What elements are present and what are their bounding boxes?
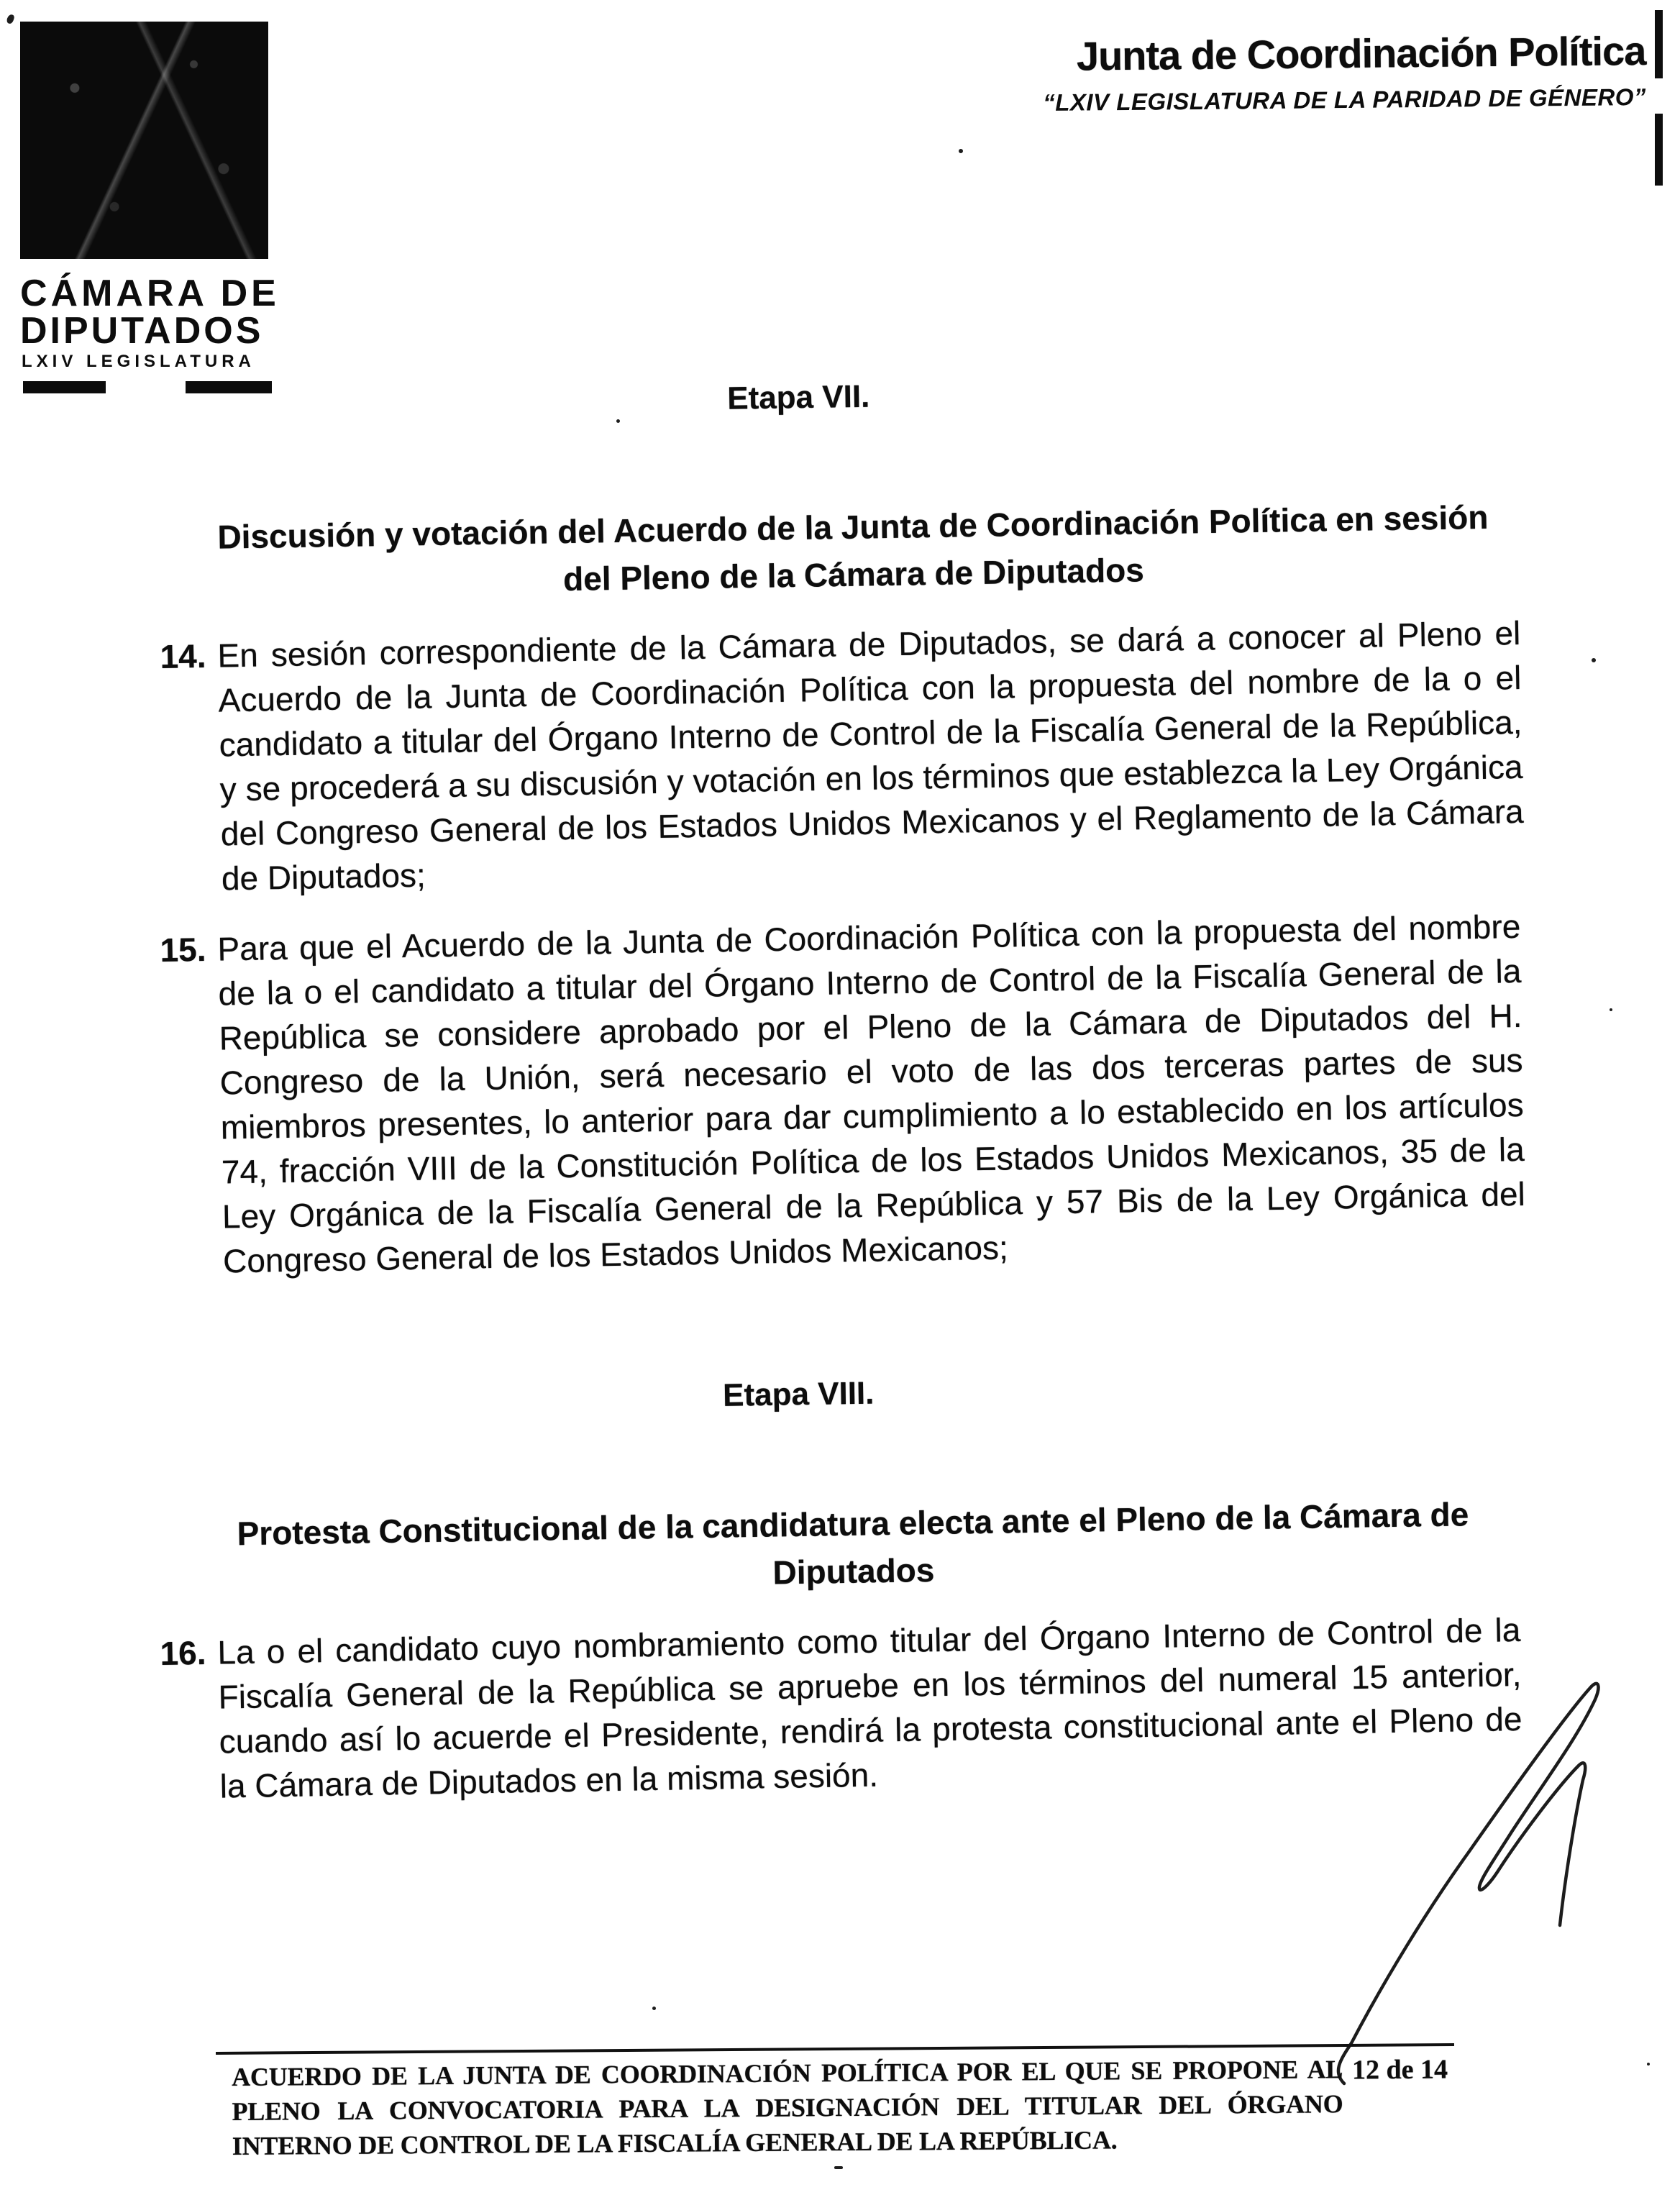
- scan-artifact: [959, 149, 963, 153]
- numbered-paragraph-14: [160, 611, 1525, 902]
- section-heading-protesta: Protesta Constitucional de la candidatura electa ante el Pleno de la Cámara de Diputados: [237, 1495, 1469, 1592]
- paragraph-text: La o el candidato cuyo nombramiento como titular del Órgano Interno de Control de la Fiscalía General de la República se apruebe en los términos del numeral 15 anterior, cuando así lo acuerde el Presidente, rendirá la protesta constitucional ante el Pleno de la Cámara de Diputados en la misma sesión.: [217, 1610, 1522, 1805]
- scan-artifact: [1592, 658, 1596, 662]
- page-number: 12 de 14: [1351, 2054, 1448, 2086]
- paragraph-number: 14.: [160, 636, 206, 675]
- paragraph-text: En sesión correspondiente de la Cámara de Diputados, se dará a conocer al Pleno el Acuerdo de la Junta de Coordinación Política con la propuesta del nombre de la o el candidato a titular del Órgano Interno de Control de la Fiscalía General de la República, y se procederá a su discusión y votación en los términos que establezca la Ley Orgánica del Congreso General de los Estados Unidos Mexicanos y el Reglamento de la Cámara de Diputados;: [217, 613, 1525, 898]
- numbered-paragraph-16: [160, 1607, 1523, 1809]
- stage-title-etapa-vii: Etapa VII.: [726, 378, 870, 416]
- camara-emblem-image: [20, 22, 268, 259]
- paragraph-text: Para que el Acuerdo de la Junta de Coordinación Política con la propuesta del nombre de la o el candidato a titular del Órgano Interno de Control de la Fiscalía General de la República se considere aprobado por el Pleno de la Cámara de Diputados del H. Congreso de la Unión, será necesario el voto de las dos terceras partes de sus miembros presentes, lo anterior para dar cumplimiento a lo establecido en los artículos 74, fracción VIII de la Constitución Política de los Estados Unidos Mexicanos, 35 de la Ley Orgánica de la Fiscalía General de la República y 57 Bis de la Ley Orgánica del Congreso General de los Estados Unidos Mexicanos;: [217, 907, 1526, 1280]
- right-edge-bar-bottom: [1655, 114, 1663, 186]
- right-edge-bar-top: [1655, 10, 1663, 78]
- paragraph-number: 16.: [160, 1633, 206, 1672]
- section-heading-discusion: Discusión y votación del Acuerdo de la Junta de Coordinación Política en sesión del Pleno de la Cámara de Diputados: [217, 498, 1489, 598]
- logo-text-diputados: DIPUTADOS: [20, 310, 264, 352]
- scan-artifact: [6, 14, 15, 24]
- signature-scribble: [1327, 1672, 1615, 2093]
- footer-agreement-title: ACUERDO DE LA JUNTA DE COORDINACIÓN POLÍTICA POR EL QUE SE PROPONE AL PLENO LA CONVOCATORIA PARA LA DESIGNACIÓN DEL TITULAR DEL ÓRGANO INTERNO DE CONTROL DE LA FISCALÍA GENERAL DE LA REPÚBLICA.: [232, 2055, 1343, 2160]
- letterhead-subtitle: “LXIV LEGISLATURA DE LA PARIDAD DE GÉNERO”: [1043, 83, 1647, 116]
- letterhead: [854, 29, 1646, 118]
- logo-underline-bar-left: [23, 381, 106, 393]
- scan-artifact: [834, 2166, 843, 2169]
- numbered-paragraph-15: [160, 904, 1526, 1284]
- paragraph-number: 15.: [160, 930, 206, 969]
- logo-text-camara-de: CÁMARA DE: [20, 273, 280, 314]
- scan-artifact: [652, 2007, 656, 2010]
- scan-artifact: [1610, 1008, 1612, 1011]
- scan-artifact: [1647, 2063, 1650, 2066]
- letterhead-title: Junta de Coordinación Política: [1076, 28, 1646, 79]
- scan-artifact: [616, 419, 620, 423]
- logo-text-legislatura: LXIV LEGISLATURA: [22, 352, 255, 371]
- stage-title-etapa-viii: Etapa VIII.: [722, 1375, 875, 1413]
